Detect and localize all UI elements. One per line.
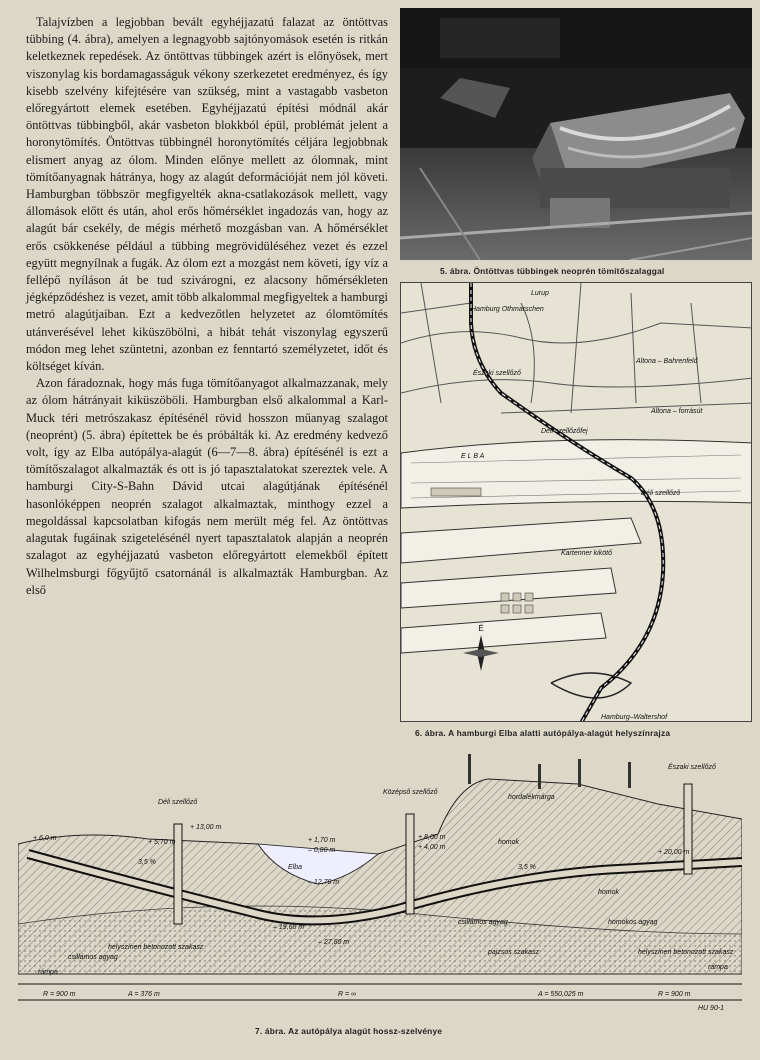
- profile-label: – 27,80 m: [318, 939, 350, 946]
- profile-label: rámpa: [38, 969, 58, 976]
- profile-label: – 12,70 m: [308, 879, 340, 886]
- profile-label: helyszínen betonozott szakasz: [638, 949, 734, 956]
- figure-7-profile: [18, 744, 742, 1014]
- profile-label: + 8,00 m: [418, 834, 446, 841]
- profile-label: + 6,0 m: [33, 835, 57, 842]
- figure-6-site-map: [400, 282, 752, 722]
- paragraph: Azon fáradoznak, hogy más fuga tömítőanyagot alkalmazzanak, mely az ólom hátrányait kiküszöböli. Hamburgban első alkalommal a Karl-Muck téri metrószakasz építésénél rövid hosszon műanyag szalagot (neoprént) (5. ábra) építettek be és próbálták ki. Az eredmény kedvező volt, így az Elba autópálya-alagút (6—7—8. ábra) építésénél is ezt a tömítőszalagot alkalmazták és ott is jó tapasztalatokat szereztek vele. A hamburgi City-S-Bahn Dávid utcai alagútjának építésénél hasonlóképpen neoprén szalagot alkalmaztak, minthogy ezzel a megoldással kapcsolatban kifogás nem merült még fel. Az öntöttvas alagutak fugáinak szigetelésénél nyert tapasztalatok alapján a neoprén szalagot az egyhéjjazatú vasbeton előregyártott elemekből épített Wilhelmsburgi főgyűjtő csatornánál is alkalmazták Hamburgban. Az első: [26, 376, 388, 597]
- profile-label: csillámos agyag: [458, 919, 508, 926]
- profile-label: A = 376 m: [128, 991, 160, 998]
- profile-label: 3,5 %: [138, 859, 156, 866]
- profile-label: 3,5 %: [518, 864, 536, 871]
- profile-label: A = 550,025 m: [538, 991, 584, 998]
- profile-label: Déli szellőző: [158, 799, 198, 806]
- profile-label: Középső szellőző: [383, 789, 438, 796]
- paragraph: Talajvízben a legjobban bevált egyhéjjazatú falazat az öntöttvas tübbing (4. ábra), amelyen a legnagyobb sajtónyomások esetén is ritkán keletkeznek repedések. Az öntöttvas tübbingek azért is előnyösek, mert viszonylag kis bordamagasságuk vékony szerkezetet eredményez, és így kisebb szelvény kifejtésére van szükség, mint a vastagabb vasbeton előregyártott elemek esetében. Egyhéjjazatú építési módnál akár öntöttvas tübbingből, akár vasbeton blokkból épül, problémát jelent a horonytömítés. Öntöttvas tübbingnél horonytömítés céljára legjobbnak elismert anyag az ólom. Minden előnye mellett az ólomnak, mint tömítőanyagnak hátránya, hogy az alagút deformációját nem jól követi. Hamburgban többször megfigyelték akna-csatlakozások mellett, vagy állomások előtt és után, ahol erős hőmérséklet ingadozás van, hogy az alagút bár csekély, de mégis mérhető mozgásban van. A hőmérséklet erős csökkenése például a tübbing megrövidüléséhez vezet és ezzel együtt megnyílnak a fugák. Az ólom ezt a mozgást nem követi, így víz a fellépő nyíláson át be tud szivárogni, ez alacsony hőmérsékleten jégképződéshez is vezet, amit több alkalommal megfigyeltek a hamburgi metró alagútjaiban. Ezt a kedvezőtlen helyzetet az ólomtömítés utánverésével lehet kiküszöbölni, a hibát tehát viszonylag egyszerű módon meg lehet szüntetni, azonban ez fenntartó személyzetet, időt és költséget kíván.: [26, 15, 388, 374]
- figure-5-caption: 5. ábra. Öntöttvas tübbingek neoprén tömítőszalaggal: [440, 266, 665, 276]
- figure-5-photo: [400, 8, 752, 260]
- profile-label: R = 900 m: [658, 991, 691, 998]
- map-label: Hamburg–Waltershof: [601, 714, 668, 721]
- profile-label: homok: [598, 889, 620, 896]
- profile-label: homokos agyag: [608, 919, 658, 926]
- map-label: Déli szellőzőfej: [541, 428, 588, 435]
- figure-6-caption: 6. ábra. A hamburgi Elba alatti autópálya-alagút helyszínrajza: [415, 728, 671, 738]
- profile-label: pajzsos szakasz: [488, 949, 539, 956]
- profile-label: Elba: [288, 864, 303, 871]
- figure-7-caption: 7. ábra. Az autópálya alagút hossz-szelvénye: [255, 1026, 443, 1036]
- profile-label: + 13,00 m: [190, 824, 222, 831]
- map-label: Hamburg Othmarschen: [471, 306, 544, 313]
- map-label: E L B A: [461, 453, 485, 460]
- profile-label: + 20,00 m: [658, 849, 690, 856]
- map-label: Déli szellőző: [641, 490, 681, 497]
- map-label: Kartenner kikötő: [561, 550, 612, 557]
- profile-label: Északi szellőző: [668, 764, 716, 771]
- profile-label: rámpa: [708, 964, 728, 971]
- map-label: Északi szellőző: [473, 370, 521, 377]
- profile-label: + 4,00 m: [418, 844, 446, 851]
- map-label: Altona – Bahrenfeld: [636, 358, 698, 365]
- profile-label: homok: [498, 839, 520, 846]
- profile-label: helyszínen betonozott szakasz: [108, 944, 204, 951]
- profile-label: csillámos agyag: [68, 954, 118, 961]
- map-label: Lurup: [531, 290, 549, 297]
- profile-label: – 19,60 m: [273, 924, 305, 931]
- profile-label: HU 90-1: [698, 1005, 725, 1012]
- profile-label: R = ∞: [338, 991, 357, 998]
- profile-label: + 5,70 m: [148, 839, 176, 846]
- article-text-column: [26, 14, 388, 599]
- profile-label: – 0,80 m: [308, 847, 336, 854]
- profile-label: hordalékmárga: [508, 794, 555, 801]
- profile-label: + 1,70 m: [308, 837, 336, 844]
- map-label: Altona – forrásút: [651, 408, 703, 415]
- profile-label: R = 900 m: [43, 991, 76, 998]
- svg-text:É: É: [478, 624, 484, 633]
